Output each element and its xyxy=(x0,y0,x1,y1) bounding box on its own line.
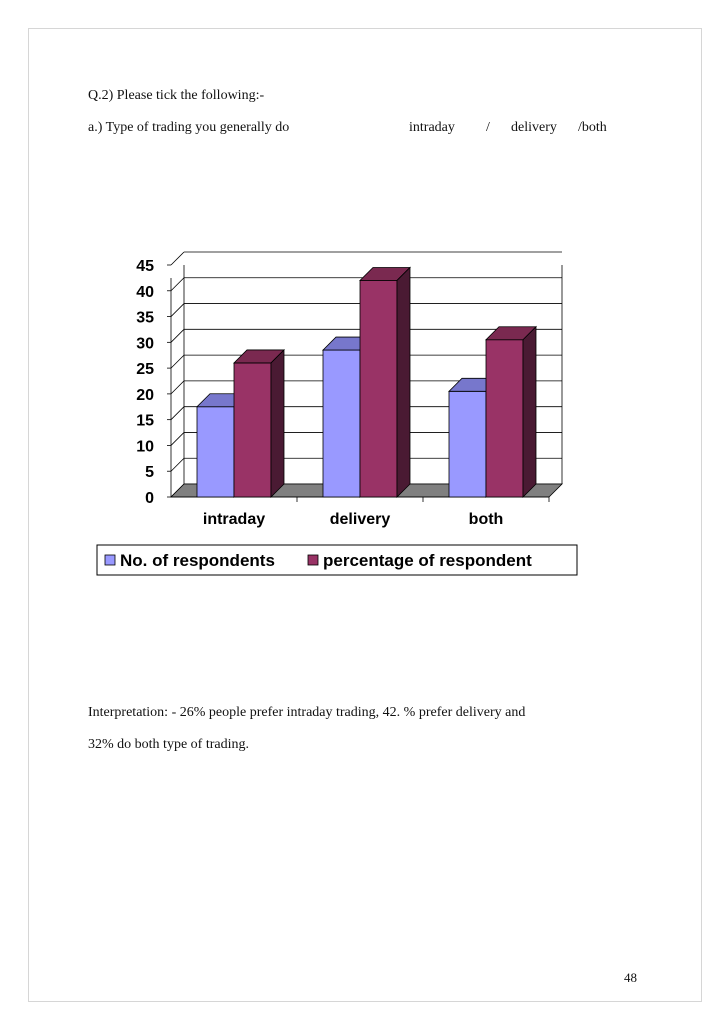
bar-percentage-of-respondent-intraday xyxy=(234,350,284,497)
gridline-depth xyxy=(171,458,184,471)
y-tick-label: 10 xyxy=(136,438,154,456)
y-tick-label: 15 xyxy=(136,412,154,430)
chart-bars xyxy=(197,267,536,497)
question-title: Q.2) Please tick the following:- xyxy=(88,88,265,103)
bar-percentage-of-respondent-both xyxy=(486,327,536,497)
y-tick-label: 0 xyxy=(145,490,154,507)
legend-swatch-1 xyxy=(105,555,115,565)
interpretation-line-1: Interpretation: - 26% people prefer intraday trading, 42. % prefer delivery and xyxy=(88,705,526,720)
legend-swatch-2 xyxy=(308,555,318,565)
chart-legend xyxy=(97,545,577,575)
bar-front xyxy=(323,350,360,497)
y-tick-label: 20 xyxy=(136,386,154,404)
x-tick-label-intraday: intraday xyxy=(202,511,266,528)
x-tick-label-delivery: delivery xyxy=(329,511,391,528)
option-intraday: intraday xyxy=(409,120,455,135)
bar-side xyxy=(271,350,284,497)
x-axis-ticks xyxy=(203,497,549,528)
bar-front xyxy=(234,363,271,497)
gridline-depth xyxy=(171,304,184,317)
interpretation-line-2: 32% do both type of trading. xyxy=(88,737,249,752)
legend-label-2: percentage of respondent xyxy=(323,551,532,570)
y-tick-label: 5 xyxy=(145,464,154,482)
y-tick-label: 30 xyxy=(136,335,154,353)
gridline-depth xyxy=(171,278,184,291)
gridline-depth xyxy=(171,329,184,342)
legend-label-1: No. of respondents xyxy=(120,551,275,570)
gridline-depth xyxy=(171,407,184,420)
question-item-label: a.) Type of trading you generally do xyxy=(88,120,290,135)
y-tick-label: 40 xyxy=(136,283,154,301)
y-tick-label: 35 xyxy=(136,309,154,327)
page-number: 48 xyxy=(624,970,637,985)
bar-front xyxy=(197,407,234,497)
bar-chart xyxy=(80,250,600,590)
y-axis-ticks xyxy=(136,258,171,507)
bar-side xyxy=(523,327,536,497)
x-tick-label-both: both xyxy=(468,511,504,528)
bar-front xyxy=(486,340,523,497)
bar-side xyxy=(397,267,410,497)
option-delivery: delivery xyxy=(511,120,557,135)
bar-front xyxy=(360,280,397,497)
gridline-depth xyxy=(171,355,184,368)
bar-percentage-of-respondent-delivery xyxy=(360,267,410,497)
option-both: /both xyxy=(578,120,607,135)
y-tick-label: 45 xyxy=(136,258,154,275)
bar-front xyxy=(449,391,486,497)
option-separator: / xyxy=(486,120,490,135)
gridline-depth xyxy=(171,432,184,445)
gridline-depth xyxy=(171,381,184,394)
y-tick-label: 25 xyxy=(136,361,154,379)
gridline-depth xyxy=(171,252,184,265)
